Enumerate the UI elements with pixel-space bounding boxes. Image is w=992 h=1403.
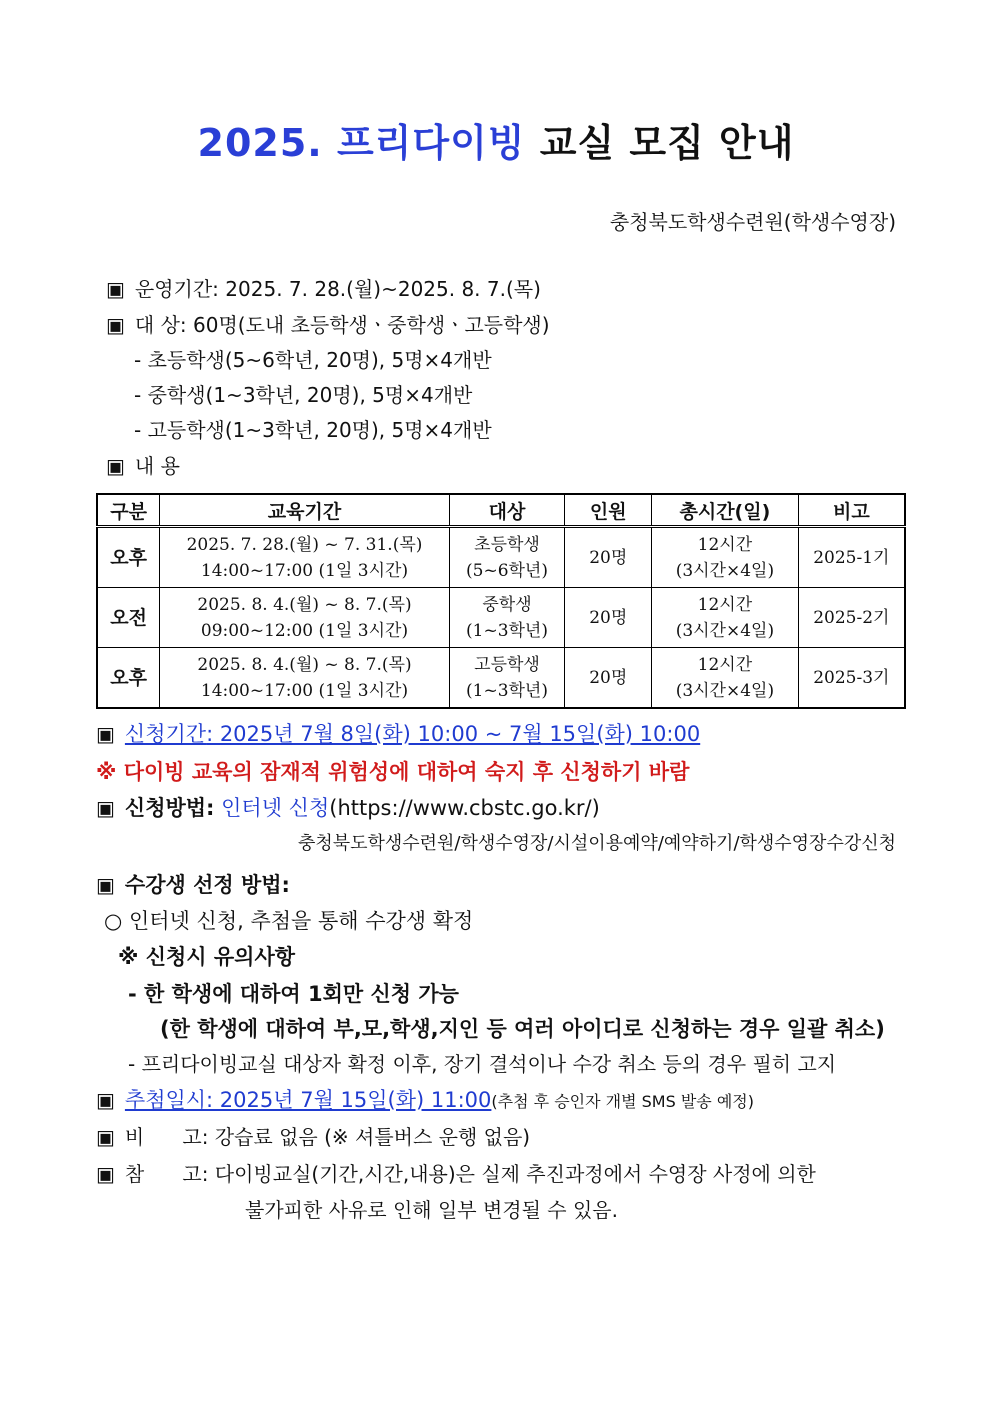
square-bullet-icon: ▣	[96, 1125, 115, 1149]
square-bullet-icon: ▣	[106, 277, 125, 301]
target-item-high: - 고등학생(1~3학년, 20명), 5명×4개반	[134, 418, 492, 442]
page-title	[0, 112, 992, 167]
apply-method-label: 신청방법:	[124, 796, 215, 820]
rule-one: - 한 학생에 대하여 1회만 신청 가능	[128, 982, 459, 1006]
schedule-table	[96, 493, 906, 709]
table-row	[97, 527, 905, 588]
row-note: 2025-1기	[798, 527, 905, 588]
apply-method-row	[96, 794, 600, 822]
row-grade: (1~3학년)	[466, 620, 548, 641]
square-bullet-icon: ▣	[96, 796, 115, 820]
row-count: 20명	[565, 588, 652, 648]
row-period	[160, 588, 449, 648]
square-bullet-icon: ▣	[96, 1088, 115, 1112]
caution-title: ※ 신청시 유의사항	[118, 945, 296, 969]
row-hours	[652, 588, 799, 648]
header-division: 구분	[97, 494, 160, 527]
reference-value: 다이빙교실(기간,시간,내용)은 실제 추진과정에서 수영장 사정에 의한	[214, 1162, 816, 1186]
selection-row	[96, 871, 290, 899]
organization-name: 충청북도학생수련원(학생수영장)	[609, 210, 896, 234]
square-bullet-icon: ▣	[106, 454, 125, 478]
target-item-elementary: - 초등학생(5~6학년, 20명), 5명×4개반	[134, 348, 492, 372]
row-hours-total: 12시간	[697, 534, 753, 555]
title-rest: 교실 모집 안내	[525, 121, 795, 165]
fee-label: 비 고:	[124, 1125, 209, 1149]
square-bullet-icon: ▣	[96, 1162, 115, 1186]
row-hours	[652, 648, 799, 709]
period-row	[106, 275, 541, 303]
row-count: 20명	[565, 527, 652, 588]
row-target-name: 중학생	[482, 594, 532, 615]
apply-period-label[interactable]: 신청기간	[124, 722, 207, 746]
row-target	[449, 588, 565, 648]
row-date: 2025. 8. 4.(월) ~ 8. 7.(목)	[197, 654, 412, 675]
table-row	[97, 648, 905, 709]
title-highlight: 2025. 프리다이빙	[197, 121, 526, 165]
row-hours-total: 12시간	[697, 594, 753, 615]
draw-label: 추첨일시: 2025년 7월 15일(화) 11:00	[124, 1088, 492, 1112]
row-target	[449, 648, 565, 709]
row-target-name: 초등학생	[474, 534, 540, 555]
row-hours-detail: (3시간×4일)	[675, 560, 775, 581]
row-period	[160, 648, 449, 709]
apply-period-row	[96, 720, 700, 748]
row-hours-total: 12시간	[697, 654, 753, 675]
rule-two: - 프리다이빙교실 대상자 확정 이후, 장기 결석이나 수강 취소 등의 경우 필히 고지	[128, 1052, 837, 1076]
selection-circle-text: ○ 인터넷 신청, 추첨을 통해 수강생 확정	[104, 909, 474, 933]
row-hours-detail: (3시간×4일)	[675, 620, 775, 641]
period-value: 2025. 7. 28.(월)~2025. 8. 7.(목)	[225, 277, 541, 301]
row-division: 오후	[97, 527, 160, 588]
reference-value-continued: 불가피한 사유로 인해 일부 변경될 수 있음.	[245, 1198, 618, 1222]
row-time: 09:00~12:00 (1일 3시간)	[200, 620, 409, 641]
row-count: 20명	[565, 648, 652, 709]
row-note: 2025-3기	[798, 648, 905, 709]
header-hours: 총시간(일)	[652, 494, 799, 527]
selection-label: 수강생 선정 방법:	[124, 873, 290, 897]
reference-row	[96, 1160, 816, 1188]
apply-link[interactable]: 인터넷 신청	[221, 796, 330, 820]
content-label: 내 용	[134, 454, 180, 478]
row-division: 오전	[97, 588, 160, 648]
row-target-name: 고등학생	[474, 654, 540, 675]
period-label: 운영기간:	[134, 277, 219, 301]
table-row	[97, 588, 905, 648]
row-grade: (1~3학년)	[466, 680, 548, 701]
row-time: 14:00~17:00 (1일 3시간)	[200, 560, 409, 581]
draw-note: (추첨 후 승인자 개별 SMS 발송 예정)	[491, 1092, 754, 1111]
square-bullet-icon: ▣	[96, 873, 115, 897]
row-hours-detail: (3시간×4일)	[675, 680, 775, 701]
rule-one-detail: (한 학생에 대하여 부,모,학생,지인 등 여러 아이디로 신청하는 경우 일괄 취소)	[160, 1017, 885, 1041]
target-item-middle: - 중학생(1~3학년, 20명), 5명×4개반	[134, 383, 473, 407]
target-value: 60명(도내 초등학생ㆍ중학생ㆍ고등학생)	[193, 313, 550, 337]
apply-path: 충청북도학생수련원/학생수영장/시설이용예약/예약하기/학생수영장수강신청	[297, 833, 896, 854]
target-label: 대 상:	[134, 313, 187, 337]
square-bullet-icon: ▣	[106, 313, 125, 337]
row-note: 2025-2기	[798, 588, 905, 648]
square-bullet-icon: ▣	[96, 722, 115, 746]
header-note: 비고	[798, 494, 905, 527]
row-date: 2025. 8. 4.(월) ~ 8. 7.(목)	[197, 594, 412, 615]
draw-row	[96, 1086, 754, 1116]
row-date: 2025. 7. 28.(월) ~ 7. 31.(목)	[186, 534, 423, 555]
row-period	[160, 527, 449, 588]
row-time: 14:00~17:00 (1일 3시간)	[200, 680, 409, 701]
fee-value: 강습료 없음 (※ 셔틀버스 운행 없음)	[214, 1125, 531, 1149]
header-target: 대상	[449, 494, 565, 527]
target-row	[106, 311, 550, 339]
row-hours	[652, 527, 799, 588]
row-division: 오후	[97, 648, 160, 709]
content-row	[106, 452, 180, 480]
warning-text: ※ 다이빙 교육의 잠재적 위험성에 대하여 숙지 후 신청하기 바람	[96, 760, 690, 784]
header-count: 인원	[565, 494, 652, 527]
fee-row	[96, 1123, 530, 1151]
header-period: 교육기간	[160, 494, 449, 527]
row-grade: (5~6학년)	[466, 560, 548, 581]
reference-label: 참 고:	[124, 1162, 209, 1186]
apply-period-value: : 2025년 7월 8일(화) 10:00 ~ 7월 15일(화) 10:00	[206, 722, 701, 746]
apply-url[interactable]: (https://www.cbstc.go.kr/)	[329, 796, 600, 820]
table-header-row	[97, 494, 905, 527]
row-target	[449, 527, 565, 588]
